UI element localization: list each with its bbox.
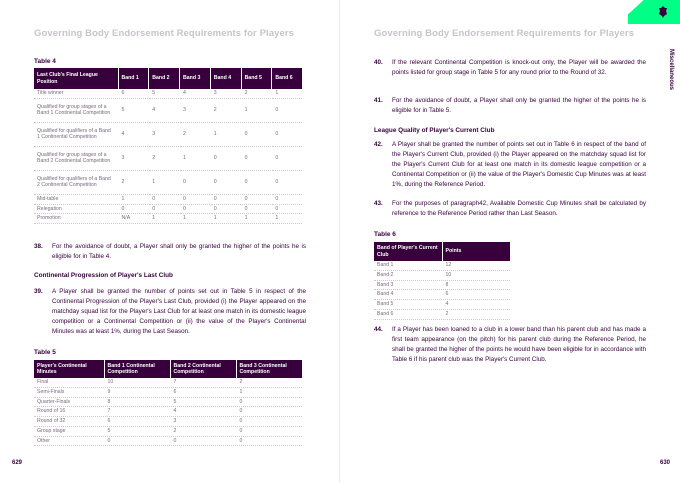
table4-row-cell: Qualified for group stages of a Band 2 Continental Competition: [34, 146, 118, 170]
table4-row-cell: 0: [272, 170, 302, 194]
table4-title: Table 4: [34, 58, 56, 65]
table4-row-cell: 0: [272, 204, 302, 214]
table5-row-cell: 0: [236, 417, 302, 427]
table5-row-cell: Quarter-Finals: [34, 397, 104, 407]
table5-row-cell: 2: [236, 378, 302, 387]
table4-row-cell: 1: [180, 214, 211, 224]
paragraph-text: If a Player has been loaned to a club in a lower band than his parent club and has made a first team appearance (on the pitch) for his parent club during the Reference Period, he shall be granted the higher of the points he would have been eligible for in accordance with Table 6 if his parent club was the Player's Current Club.: [392, 326, 646, 363]
table6-row-cell: 2: [442, 309, 510, 319]
table4-row-cell: 3: [180, 98, 211, 122]
paragraph-text: For the avoidance of doubt, a Player shall only be granted the higher of the points he is eligible for in Table 4.: [52, 243, 306, 260]
table6-row-cell: 10: [442, 270, 510, 280]
table5-row: [34, 378, 302, 387]
table5-row-cell: 7: [104, 407, 170, 417]
table4-row: [34, 98, 302, 122]
table4-header-cell: Band 5: [241, 68, 272, 89]
table5-row-cell: Round of 16: [34, 407, 104, 417]
table5-row: [34, 407, 302, 417]
paragraph-38: [34, 242, 306, 262]
table4-header-cell: Last Club's Final League Position: [34, 68, 118, 89]
table4-header-cell: Band 1: [118, 68, 149, 89]
table4-row-cell: 0: [149, 194, 180, 204]
table4-row-cell: N/A: [118, 214, 149, 224]
table4-header-cell: Band 4: [210, 68, 241, 89]
section-side-label: Miscellaneous: [668, 48, 674, 90]
table4-header-cell: Band 6: [272, 68, 302, 89]
paragraph-number: 41.: [374, 97, 383, 104]
table6-row-cell: Band 2: [374, 270, 442, 280]
table4-row: [34, 194, 302, 204]
table6-row-cell: Band 5: [374, 300, 442, 310]
table4-row-cell: 0: [180, 170, 211, 194]
table5-row-cell: Final: [34, 378, 104, 387]
right-page: [340, 0, 680, 483]
table4-row-cell: Qualified for qualifiers of a Band 2 Continental Competition: [34, 170, 118, 194]
table5-row-cell: 0: [170, 436, 236, 446]
table4-row-cell: 3: [149, 122, 180, 146]
table5-row-cell: 0: [236, 407, 302, 417]
table5-row-cell: 6: [104, 417, 170, 427]
table4-row-cell: 1: [272, 89, 302, 98]
table6-row-cell: 8: [442, 280, 510, 290]
table5-header-cell: Band 3 Continental Competition: [236, 360, 302, 378]
table4-row-cell: Promotion: [34, 214, 118, 224]
table5-row-cell: 7: [170, 378, 236, 387]
table6-row-cell: 4: [442, 300, 510, 310]
table5-row-cell: 9: [104, 387, 170, 397]
table4-row-cell: Mid-table: [34, 194, 118, 204]
table5-title: Table 5: [34, 349, 56, 356]
right-page-number: 630: [659, 460, 670, 466]
table4-row-cell: Title winner: [34, 89, 118, 98]
table6-row-cell: 12: [442, 261, 510, 270]
table5-row-cell: Other: [34, 436, 104, 446]
paragraph-39: [34, 287, 306, 337]
table4-row: [34, 170, 302, 194]
table4: [34, 68, 302, 224]
table5-row: [34, 387, 302, 397]
left-page-number: 629: [12, 460, 23, 466]
table4-row-cell: Qualified for group stages of a Band 1 Continental Competition: [34, 98, 118, 122]
table5-row: [34, 436, 302, 446]
subheading-continental-progression: Continental Progression of Player's Last Club: [34, 272, 173, 279]
table4-row-cell: 0: [241, 170, 272, 194]
table4-row-cell: 0: [118, 204, 149, 214]
paragraph-number: 40.: [374, 59, 383, 66]
table4-row-cell: 0: [210, 170, 241, 194]
table4-row-cell: 1: [241, 98, 272, 122]
paragraph-text: If the relevant Continental Competition is knock-out only, the Player will be awarded the points listed for group stage in Table 5 for any round prior to the Round of 32.: [392, 59, 646, 76]
table5-row-cell: Semi-Finals: [34, 387, 104, 397]
table4-row-cell: 0: [210, 146, 241, 170]
table4-row-cell: 4: [118, 122, 149, 146]
table5-row-cell: 4: [170, 407, 236, 417]
premier-league-lion-icon: [658, 6, 668, 18]
paragraph-number: 38.: [34, 243, 43, 250]
paragraph-number: 42.: [374, 141, 383, 148]
table5-row-cell: 3: [170, 417, 236, 427]
table5-row-cell: 0: [104, 436, 170, 446]
table4-row-cell: Qualified for qualifiers of a Band 1 Continental Competition: [34, 122, 118, 146]
paragraph-42: [374, 140, 646, 190]
table4-row-cell: 1: [272, 214, 302, 224]
paragraph-text: A Player shall be granted the number of points set out in Table 5 in respect of the Continental Progression of the Player's Last Club, provided (i) the Player appeared on the matchday squad list for the Player's Last Club for at least one match in its domestic league competition or a Continental Competition or (ii) the value of the Player's Continental Minutes was at least 1%, during the Last Season.: [52, 288, 306, 335]
paragraph-41: [374, 96, 646, 116]
table4-row-cell: 0: [180, 204, 211, 214]
table6-row-cell: Band 6: [374, 309, 442, 319]
table4-row-cell: 0: [210, 204, 241, 214]
table5-row-cell: Group stage: [34, 426, 104, 436]
table5-header-row: [34, 360, 302, 378]
table4-row-cell: 3: [210, 89, 241, 98]
paragraph-43: [374, 199, 646, 219]
table5-row-cell: 10: [104, 378, 170, 387]
table4-row-cell: 4: [180, 89, 211, 98]
table4-row-cell: 2: [241, 89, 272, 98]
table6-row: [374, 280, 510, 290]
right-page-header: Governing Body Endorsement Requirements for Players: [374, 28, 635, 39]
table4-row: [34, 122, 302, 146]
table5-row-cell: Round of 32: [34, 417, 104, 427]
table5-row-cell: 1: [236, 387, 302, 397]
table6-row: [374, 290, 510, 300]
table5-row: [34, 426, 302, 436]
table4-row-cell: 3: [118, 146, 149, 170]
table4-row-cell: 2: [149, 146, 180, 170]
table4-row-cell: 0: [241, 122, 272, 146]
table5-row: [34, 397, 302, 407]
table4-row-cell: 6: [118, 89, 149, 98]
table6: [374, 242, 510, 320]
corner-accent-shape: [628, 0, 680, 24]
table4-row-cell: 5: [118, 98, 149, 122]
table6-row-cell: Band 3: [374, 280, 442, 290]
table5-row-cell: 5: [104, 426, 170, 436]
table5-header-cell: Player's Continental Minutes: [34, 360, 104, 378]
table5-row-cell: 2: [170, 426, 236, 436]
paragraph-text: A Player shall be granted the number of points set out in Table 6 in respect of the band of the Player's Current Club, provided (i) the Player appeared on the matchday squad list for the Player's Current Club for at least one match in its domestic league competition or a Continental Competition or (ii) the value of the Player's Domestic Cup Minutes was at least 1%, during the Reference Period.: [392, 141, 646, 188]
table4-row-cell: 1: [149, 214, 180, 224]
table4-row-cell: 1: [118, 194, 149, 204]
paragraph-40: [374, 58, 646, 78]
table4-header-row: [34, 68, 302, 89]
left-page-header: Governing Body Endorsement Requirements for Players: [34, 28, 295, 39]
table4-row-cell: 0: [210, 194, 241, 204]
table5-row-cell: 6: [170, 387, 236, 397]
subheading-league-quality: League Quality of Player's Current Club: [374, 127, 495, 134]
table4-row-cell: 1: [210, 122, 241, 146]
table6-title: Table 6: [374, 231, 396, 238]
table6-row: [374, 309, 510, 319]
table5: [34, 360, 302, 446]
table4-row-cell: 0: [241, 146, 272, 170]
table4-row-cell: Relegation: [34, 204, 118, 214]
paragraph-text: For the avoidance of doubt, a Player shall only be granted the higher of the points he is eligible for in Table 5.: [392, 97, 646, 114]
table4-row-cell: 2: [210, 98, 241, 122]
table5-row-cell: 5: [170, 397, 236, 407]
table4-row-cell: 0: [272, 194, 302, 204]
table6-row: [374, 270, 510, 280]
table4-row-cell: 0: [272, 146, 302, 170]
table5-header-cell: Band 1 Continental Competition: [104, 360, 170, 378]
paragraph-number: 43.: [374, 200, 383, 207]
table6-header-cell: Points: [442, 242, 510, 261]
table4-row: [34, 204, 302, 214]
paragraph-number: 39.: [34, 288, 43, 295]
table4-row-cell: 2: [180, 122, 211, 146]
table4-row-cell: 4: [149, 98, 180, 122]
table4-row-cell: 2: [118, 170, 149, 194]
table6-row-cell: Band 1: [374, 261, 442, 270]
table6-row-cell: 6: [442, 290, 510, 300]
table6-row-cell: Band 4: [374, 290, 442, 300]
table4-row-cell: 0: [180, 194, 211, 204]
table4-row: [34, 214, 302, 224]
table4-row-cell: 1: [180, 146, 211, 170]
table5-row: [34, 417, 302, 427]
paragraph-number: 44.: [374, 326, 383, 333]
table6-header-row: [374, 242, 510, 261]
table4-row-cell: 0: [241, 204, 272, 214]
table4-row-cell: 0: [272, 122, 302, 146]
table6-row: [374, 261, 510, 270]
table4-row: [34, 146, 302, 170]
table6-row: [374, 300, 510, 310]
table4-header-cell: Band 2: [149, 68, 180, 89]
table4-row-cell: 0: [272, 98, 302, 122]
table5-header-cell: Band 2 Continental Competition: [170, 360, 236, 378]
table5-row-cell: 0: [236, 426, 302, 436]
table5-row-cell: 0: [236, 397, 302, 407]
table4-row-cell: 0: [241, 194, 272, 204]
paragraph-44: [374, 325, 646, 365]
table5-row-cell: 0: [236, 436, 302, 446]
table4-row-cell: 1: [241, 214, 272, 224]
table4-row-cell: 0: [149, 204, 180, 214]
table4-row: [34, 89, 302, 98]
table6-header-cell: Band of Player's Current Club: [374, 242, 442, 261]
table4-header-cell: Band 3: [180, 68, 211, 89]
table4-row-cell: 1: [149, 170, 180, 194]
paragraph-text: For the purposes of paragraph42, Available Domestic Cup Minutes shall be calculated by reference to the Reference Period rather than Last Season.: [392, 200, 646, 217]
table5-row-cell: 8: [104, 397, 170, 407]
table4-row-cell: 5: [149, 89, 180, 98]
table4-row-cell: 1: [210, 214, 241, 224]
